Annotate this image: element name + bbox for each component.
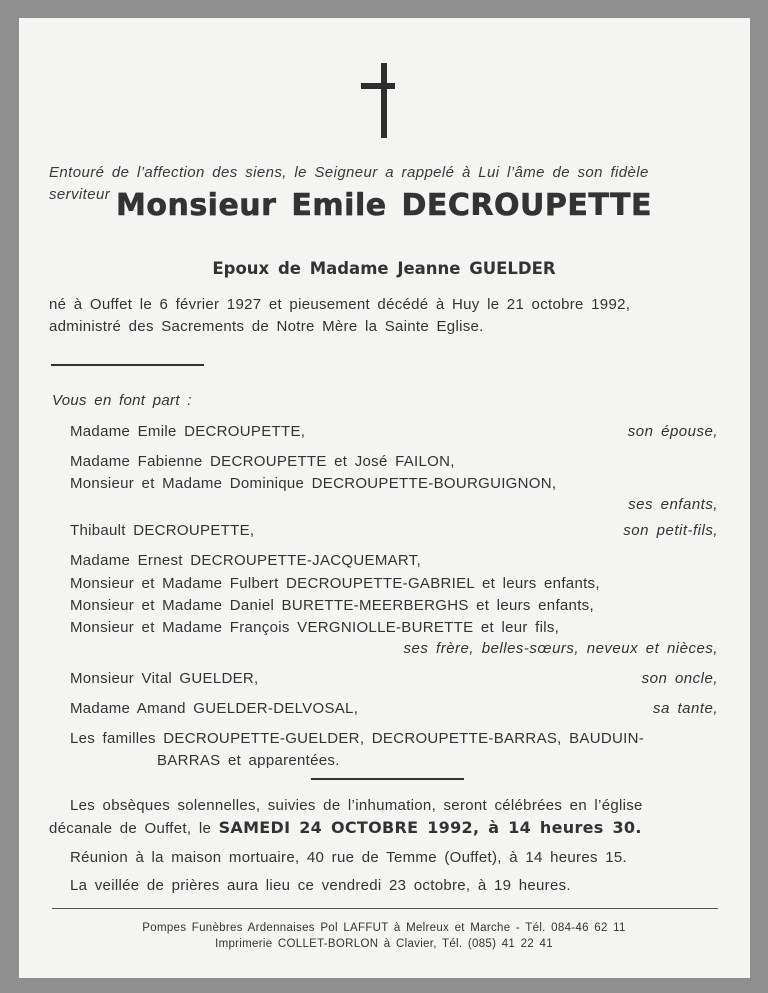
relation-label: son épouse, <box>627 423 718 440</box>
relation-label: son oncle, <box>641 670 718 687</box>
family-name: Monsieur et Madame Daniel BURETTE-MEERBERGHS et leurs enfants, <box>70 597 594 614</box>
intro-line-1: Entouré de l’affection des siens, le Seigneur a rappelé à Lui l’âme de son fidèle <box>49 164 649 181</box>
family-name: Madame Amand GUELDER-DELVOSAL, <box>70 700 359 717</box>
vigil-line: La veillée de prières aura lieu ce vendredi 23 octobre, à 19 heures. <box>70 877 571 894</box>
announcement-heading: Vous en font part : <box>52 392 192 409</box>
funeral-line-1: Les obsèques solennelles, suivies de l’inhumation, seront célébrées en l’église <box>70 797 643 814</box>
relation-label: sa tante, <box>652 700 718 717</box>
printer-line: Imprimerie COLLET-BORLON à Clavier, Tél. (085) 41 22 41 <box>215 938 553 950</box>
family-name: Monsieur et Madame Fulbert DECROUPETTE-GABRIEL et leurs enfants, <box>70 575 600 592</box>
birth-death-line: né à Ouffet le 6 février 1927 et pieusement décédé à Huy le 21 octobre 1992, <box>49 296 631 313</box>
funeral-line-2-prefix: décanale de Ouffet, le <box>49 820 212 837</box>
meeting-line: Réunion à la maison mortuaire, 40 rue de Temme (Ouffet), à 14 heures 15. <box>70 849 627 866</box>
divider-rule <box>311 778 464 780</box>
funeral-date: SAMEDI 24 OCTOBRE 1992, à 14 heures 30. <box>218 818 642 837</box>
cross-icon <box>361 63 411 138</box>
intro-line-2: serviteur <box>49 186 111 203</box>
deceased-name: Monsieur Emile DECROUPETTE <box>116 188 652 223</box>
relation-label: son petit-fils, <box>623 522 718 539</box>
spouse-line: Epoux de Madame Jeanne GUELDER <box>212 259 556 278</box>
relation-label: ses frère, belles-sœurs, neveux et nièces, <box>403 640 718 657</box>
sacraments-line: administré des Sacrements de Notre Mère la Sainte Eglise. <box>49 318 484 335</box>
families-line-2: BARRAS et apparentées. <box>157 752 340 769</box>
family-name: Madame Ernest DECROUPETTE-JACQUEMART, <box>70 552 422 569</box>
families-line-1: Les familles DECROUPETTE-GUELDER, DECROUPETTE-BARRAS, BAUDUIN- <box>70 730 645 747</box>
family-name: Madame Fabienne DECROUPETTE et José FAILON, <box>70 453 455 470</box>
funeral-line-2 <box>49 818 642 837</box>
family-name: Monsieur et Madame François VERGNIOLLE-BURETTE et leur fils, <box>70 619 560 636</box>
divider-rule <box>51 364 204 366</box>
family-name: Monsieur et Madame Dominique DECROUPETTE-BOURGUIGNON, <box>70 475 557 492</box>
undertaker-line: Pompes Funèbres Ardennaises Pol LAFFUT à Melreux et Marche - Tél. 084-46 62 11 <box>142 922 626 934</box>
relation-label: ses enfants, <box>628 496 718 513</box>
family-name: Thibault DECROUPETTE, <box>70 522 255 539</box>
family-name: Monsieur Vital GUELDER, <box>70 670 259 687</box>
family-name: Madame Emile DECROUPETTE, <box>70 423 306 440</box>
footer-rule <box>52 908 718 909</box>
